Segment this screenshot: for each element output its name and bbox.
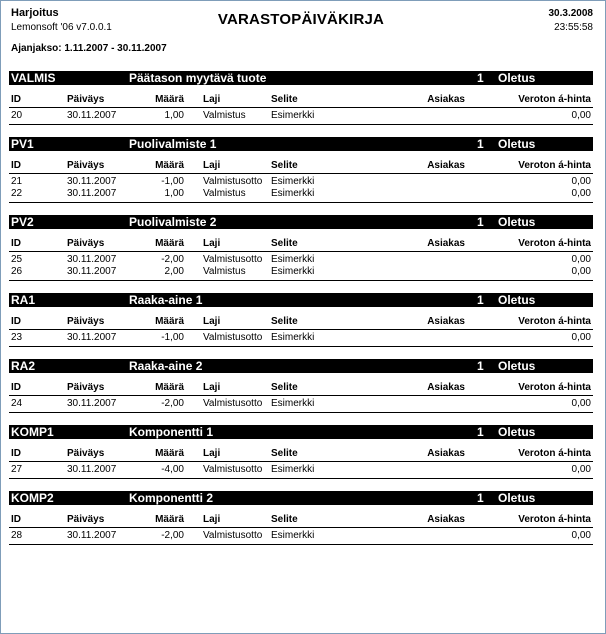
product-qty: 1: [477, 71, 484, 85]
row-type: Valmistusotto: [203, 530, 263, 541]
product-code: PV2: [11, 215, 34, 229]
column-header-row: [9, 447, 593, 462]
row-type: Valmistusotto: [203, 254, 263, 265]
row-price: 0,00: [571, 176, 591, 187]
column-header-row: [9, 315, 593, 330]
product-version: Oletus: [498, 71, 536, 85]
row-type: Valmistusotto: [203, 464, 263, 475]
col-type-header: Laji: [203, 94, 221, 105]
col-price-header: Veroton á-hinta: [518, 238, 591, 249]
section-gap: [9, 479, 593, 491]
report-title: VARASTOPÄIVÄKIRJA: [217, 11, 385, 28]
row-price: 0,00: [571, 530, 591, 541]
col-price-header: Veroton á-hinta: [518, 160, 591, 171]
row-desc: Esimerkki: [271, 530, 315, 541]
product-code: VALMIS: [11, 71, 56, 85]
row-price: 0,00: [571, 254, 591, 265]
section-gap: [9, 347, 593, 359]
row-id: 28: [11, 530, 23, 541]
row-date: 30.11.2007: [67, 254, 117, 265]
row-desc: Esimerkki: [271, 188, 315, 199]
col-date-header: Päiväys: [67, 316, 105, 327]
product-code: KOMP2: [11, 491, 54, 505]
column-header-row: [9, 159, 593, 174]
product-qty: 1: [477, 425, 484, 439]
col-desc-header: Selite: [271, 514, 298, 525]
product-version: Oletus: [498, 359, 536, 373]
company-name: Harjoitus: [11, 7, 59, 19]
col-date-header: Päiväys: [67, 448, 105, 459]
col-qty-header: Määrä: [155, 94, 184, 105]
table-row: [9, 530, 593, 542]
row-price: 0,00: [571, 332, 591, 343]
section-rows: [9, 108, 593, 125]
report-sections: [9, 71, 593, 557]
product-section: [9, 359, 593, 425]
product-section: [9, 425, 593, 491]
col-customer-header: Asiakas: [427, 382, 465, 393]
column-header-row: [9, 93, 593, 108]
section-gap: [9, 545, 593, 557]
row-type: Valmistusotto: [203, 176, 263, 187]
col-desc-header: Selite: [271, 238, 298, 249]
col-price-header: Veroton á-hinta: [518, 94, 591, 105]
col-id-header: ID: [11, 238, 21, 249]
col-desc-header: Selite: [271, 316, 298, 327]
col-qty-header: Määrä: [155, 382, 184, 393]
row-desc: Esimerkki: [271, 254, 315, 265]
col-desc-header: Selite: [271, 382, 298, 393]
row-qty: 1,00: [164, 188, 184, 199]
row-desc: Esimerkki: [271, 398, 315, 409]
product-name: Päätason myytävä tuote: [129, 71, 267, 85]
col-price-header: Veroton á-hinta: [518, 316, 591, 327]
section-rows: [9, 396, 593, 413]
col-date-header: Päiväys: [67, 514, 105, 525]
col-type-header: Laji: [203, 160, 221, 171]
product-section: [9, 293, 593, 359]
product-band: [9, 293, 593, 307]
table-row: [9, 176, 593, 188]
col-id-header: ID: [11, 94, 21, 105]
col-customer-header: Asiakas: [427, 160, 465, 171]
table-row: [9, 332, 593, 344]
row-date: 30.11.2007: [67, 188, 117, 199]
row-id: 27: [11, 464, 23, 475]
row-type: Valmistusotto: [203, 398, 263, 409]
product-band: [9, 71, 593, 85]
row-qty: -1,00: [161, 176, 184, 187]
product-version: Oletus: [498, 137, 536, 151]
row-id: 25: [11, 254, 23, 265]
product-section: [9, 491, 593, 557]
col-id-header: ID: [11, 382, 21, 393]
col-date-header: Päiväys: [67, 94, 105, 105]
product-code: KOMP1: [11, 425, 54, 439]
product-band: [9, 137, 593, 151]
row-desc: Esimerkki: [271, 110, 315, 121]
col-qty-header: Määrä: [155, 238, 184, 249]
software-version: Lemonsoft '06 v7.0.0.1: [11, 22, 112, 33]
report-time: 23:55:58: [554, 22, 593, 33]
product-version: Oletus: [498, 491, 536, 505]
product-name: Raaka-aine 2: [129, 359, 203, 373]
product-section: [9, 71, 593, 137]
col-qty-header: Määrä: [155, 514, 184, 525]
product-band: [9, 215, 593, 229]
section-rows: [9, 252, 593, 281]
product-name: Puolivalmiste 1: [129, 137, 217, 151]
col-qty-header: Määrä: [155, 448, 184, 459]
section-gap: [9, 281, 593, 293]
col-date-header: Päiväys: [67, 382, 105, 393]
product-band: [9, 359, 593, 373]
row-date: 30.11.2007: [67, 266, 117, 277]
row-qty: -4,00: [161, 464, 184, 475]
row-type: Valmistus: [203, 188, 246, 199]
row-date: 30.11.2007: [67, 398, 117, 409]
row-id: 22: [11, 188, 23, 199]
col-type-header: Laji: [203, 316, 221, 327]
col-type-header: Laji: [203, 382, 221, 393]
row-qty: -2,00: [161, 530, 184, 541]
product-band: [9, 491, 593, 505]
row-desc: Esimerkki: [271, 176, 315, 187]
product-name: Komponentti 2: [129, 491, 213, 505]
row-desc: Esimerkki: [271, 266, 315, 277]
col-customer-header: Asiakas: [427, 448, 465, 459]
col-desc-header: Selite: [271, 94, 298, 105]
col-type-header: Laji: [203, 514, 221, 525]
table-row: [9, 254, 593, 266]
row-date: 30.11.2007: [67, 332, 117, 343]
section-rows: [9, 462, 593, 479]
col-id-header: ID: [11, 316, 21, 327]
product-section: [9, 137, 593, 215]
row-qty: 1,00: [164, 110, 184, 121]
col-type-header: Laji: [203, 238, 221, 249]
table-row: [9, 266, 593, 278]
col-id-header: ID: [11, 448, 21, 459]
row-date: 30.11.2007: [67, 176, 117, 187]
col-qty-header: Määrä: [155, 316, 184, 327]
row-id: 21: [11, 176, 23, 187]
row-desc: Esimerkki: [271, 332, 315, 343]
row-price: 0,00: [571, 110, 591, 121]
section-rows: [9, 330, 593, 347]
row-date: 30.11.2007: [67, 530, 117, 541]
row-id: 24: [11, 398, 23, 409]
product-qty: 1: [477, 359, 484, 373]
report-period: Ajanjakso: 1.11.2007 - 30.11.2007: [11, 43, 167, 54]
product-qty: 1: [477, 137, 484, 151]
row-price: 0,00: [571, 464, 591, 475]
row-qty: -1,00: [161, 332, 184, 343]
col-customer-header: Asiakas: [427, 238, 465, 249]
section-gap: [9, 413, 593, 425]
section-rows: [9, 174, 593, 203]
row-type: Valmistus: [203, 266, 246, 277]
table-row: [9, 464, 593, 476]
product-name: Raaka-aine 1: [129, 293, 203, 307]
col-id-header: ID: [11, 514, 21, 525]
col-price-header: Veroton á-hinta: [518, 514, 591, 525]
col-customer-header: Asiakas: [427, 316, 465, 327]
row-date: 30.11.2007: [67, 464, 117, 475]
product-version: Oletus: [498, 425, 536, 439]
col-desc-header: Selite: [271, 160, 298, 171]
row-price: 0,00: [571, 266, 591, 277]
table-row: [9, 110, 593, 122]
section-rows: [9, 528, 593, 545]
product-name: Komponentti 1: [129, 425, 213, 439]
product-band: [9, 425, 593, 439]
col-customer-header: Asiakas: [427, 514, 465, 525]
product-qty: 1: [477, 215, 484, 229]
row-id: 23: [11, 332, 23, 343]
col-customer-header: Asiakas: [427, 94, 465, 105]
report-page: [9, 5, 593, 557]
table-row: [9, 188, 593, 200]
col-price-header: Veroton á-hinta: [518, 448, 591, 459]
table-row: [9, 398, 593, 410]
product-qty: 1: [477, 293, 484, 307]
column-header-row: [9, 237, 593, 252]
product-code: RA1: [11, 293, 36, 307]
product-section: [9, 215, 593, 293]
product-name: Puolivalmiste 2: [129, 215, 217, 229]
product-qty: 1: [477, 491, 484, 505]
col-date-header: Päiväys: [67, 238, 105, 249]
product-version: Oletus: [498, 215, 536, 229]
product-code: PV1: [11, 137, 34, 151]
product-code: RA2: [11, 359, 36, 373]
column-header-row: [9, 513, 593, 528]
row-qty: 2,00: [164, 266, 184, 277]
row-desc: Esimerkki: [271, 464, 315, 475]
row-price: 0,00: [571, 398, 591, 409]
row-price: 0,00: [571, 188, 591, 199]
col-type-header: Laji: [203, 448, 221, 459]
row-id: 20: [11, 110, 23, 121]
report-date: 30.3.2008: [548, 8, 593, 19]
row-qty: -2,00: [161, 254, 184, 265]
report-header: [9, 5, 593, 41]
row-id: 26: [11, 266, 23, 277]
col-date-header: Päiväys: [67, 160, 105, 171]
col-desc-header: Selite: [271, 448, 298, 459]
row-type: Valmistus: [203, 110, 246, 121]
col-id-header: ID: [11, 160, 21, 171]
col-price-header: Veroton á-hinta: [518, 382, 591, 393]
column-header-row: [9, 381, 593, 396]
col-qty-header: Määrä: [155, 160, 184, 171]
row-date: 30.11.2007: [67, 110, 117, 121]
product-version: Oletus: [498, 293, 536, 307]
row-type: Valmistusotto: [203, 332, 263, 343]
section-gap: [9, 203, 593, 215]
section-gap: [9, 125, 593, 137]
row-qty: -2,00: [161, 398, 184, 409]
